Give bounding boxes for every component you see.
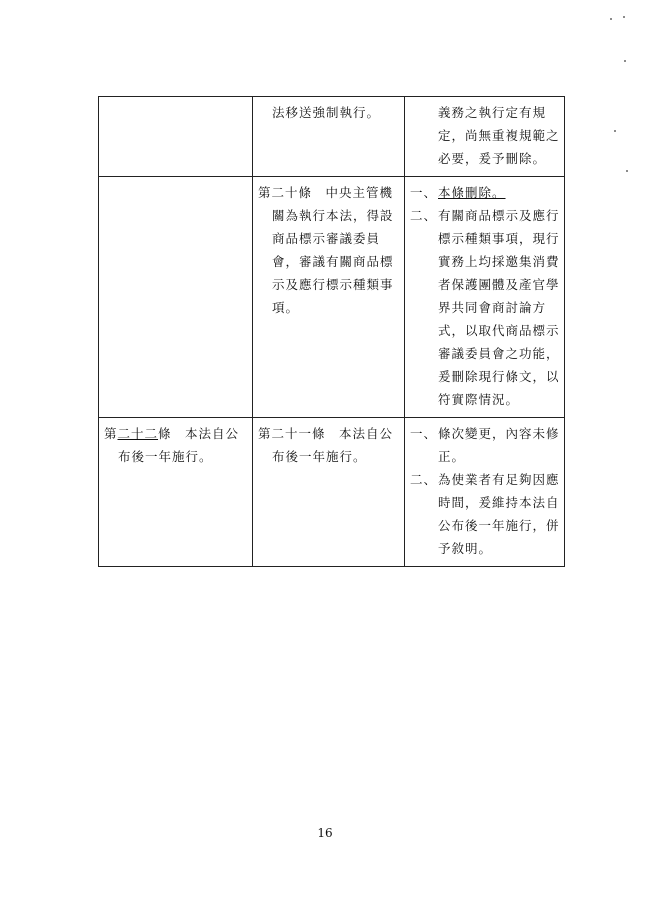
table-row: [99, 418, 565, 567]
table-row: [99, 177, 565, 418]
item-text: 有關商品標示及應行標示種類事項，現行實務上均採邀集消費者保護團體及產官學界共同會商討論方式，以取代商品標示審議委員會之功能，爰刪除現行條文，以符實際情況。: [438, 208, 560, 407]
scan-speck: [623, 16, 625, 18]
current-article-cell: [253, 418, 405, 567]
new-article-text: [104, 422, 248, 468]
item-text: 為使業者有足夠因應時間，爰維持本法自公布後一年施行，併予敘明。: [438, 472, 560, 556]
list-item: [410, 422, 560, 468]
list-item: [410, 468, 560, 560]
item-number: 二、: [410, 472, 438, 487]
item-number: 二、: [410, 208, 438, 223]
list-item: [410, 204, 560, 411]
explanation-cell: [405, 418, 565, 567]
table-row: [99, 97, 565, 177]
list-item: [410, 181, 560, 204]
article-prefix: 第: [104, 426, 118, 441]
scan-speck: [610, 18, 612, 20]
explanation-cell: [405, 177, 565, 418]
scan-speck: [626, 170, 628, 172]
current-article-text: 法移送強制執行。: [272, 105, 381, 120]
item-text: 本條刪除。: [438, 185, 506, 200]
item-number: 一、: [410, 426, 438, 441]
item-number: 一、: [410, 185, 438, 200]
new-article-cell: [99, 177, 253, 418]
scan-speck: [624, 60, 626, 62]
current-article-cell: [253, 97, 405, 177]
new-article-cell: [99, 97, 253, 177]
page-number: 16: [317, 826, 333, 840]
comparison-table: [98, 96, 565, 567]
current-article-text: 第二十一條 本法自公布後一年施行。: [258, 426, 394, 464]
current-article-text: 第二十條 中央主管機關為執行本法，得設商品標示審議委員會，審議有關商品標示及應行標示種類事項。: [258, 185, 394, 315]
new-article-cell: [99, 418, 253, 567]
article-number-amended: 二十二: [117, 426, 159, 441]
current-article-cell: [253, 177, 405, 418]
explanation-text: 義務之執行定有規定，尚無重複規範之必要，爰予刪除。: [438, 105, 560, 166]
scan-speck: [614, 130, 616, 132]
explanation-cell: [405, 97, 565, 177]
item-text: 條次變更，內容未修正。: [438, 426, 560, 464]
article-body: 條 本法自公布後一年施行。: [118, 426, 240, 464]
